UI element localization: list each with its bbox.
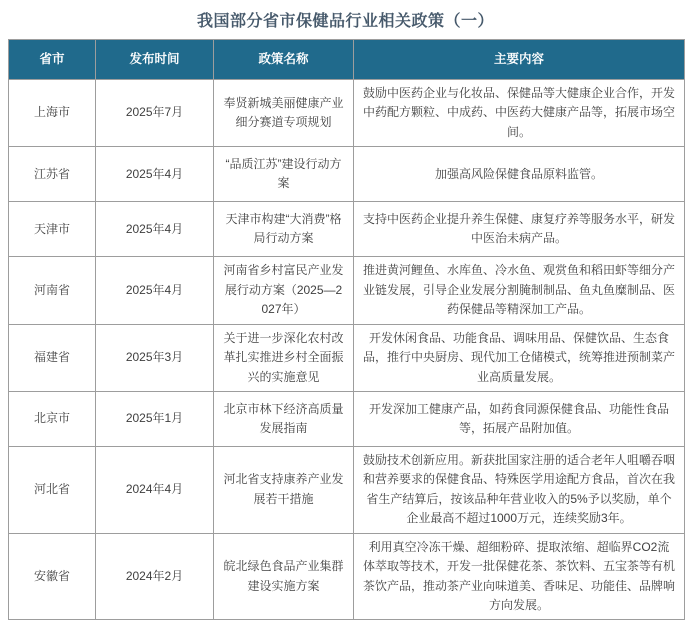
table-row [9, 446, 685, 533]
column-header-province: 省市 [9, 40, 96, 80]
cell-date: 2024年4月 [96, 446, 214, 533]
cell-content: 利用真空冷冻干燥、超细粉碎、提取浓缩、超临界CO2流体萃取等技术，开发一批保健花茶、茶饮料、五宝茶等有机茶饮产品，推动茶产业向味道美、香味足、功能佳、品牌响方向发展。 [354, 533, 685, 620]
cell-province: 河南省 [9, 257, 96, 324]
table-row [9, 202, 685, 257]
page-title: 我国部分省市保健品行业相关政策（一） [196, 13, 494, 30]
cell-date: 2025年1月 [96, 391, 214, 446]
cell-content: 加强高风险保健食品原料监管。 [354, 147, 685, 202]
cell-date: 2024年2月 [96, 533, 214, 620]
cell-content: 支持中医药企业提升养生保健、康复疗养等服务水平，研发中医治未病产品。 [354, 202, 685, 257]
cell-date: 2025年4月 [96, 257, 214, 324]
cell-province: 北京市 [9, 391, 96, 446]
table-row [9, 324, 685, 391]
cell-province: 河北省 [9, 446, 96, 533]
cell-date: 2025年7月 [96, 80, 214, 147]
table-row [9, 257, 685, 324]
cell-content: 鼓励技术创新应用。新获批国家注册的适合老年人咀嚼吞咽和营养要求的保健食品、特殊医学用途配方食品，首次在我省生产结算后，按该品种年营业收入的5%予以奖励，单个企业最高不超过1000万元，连续奖励3年。 [354, 446, 685, 533]
cell-content: 鼓励中医药企业与化妆品、保健品等大健康企业合作，开发中药配方颗粒、中成药、中医药大健康产品等，拓展市场空间。 [354, 80, 685, 147]
cell-content: 开发休闲食品、功能食品、调味用品、保健饮品、生态食品，推行中央厨房、现代加工仓储模式，统筹推进预制菜产业高质量发展。 [354, 324, 685, 391]
column-header-content: 主要内容 [354, 40, 685, 80]
cell-policy: 奉贤新城美丽健康产业细分赛道专项规划 [214, 80, 354, 147]
column-header-date: 发布时间 [96, 40, 214, 80]
cell-policy: 皖北绿色食品产业集群建设实施方案 [214, 533, 354, 620]
cell-date: 2025年4月 [96, 202, 214, 257]
table-header-row [9, 40, 685, 80]
cell-policy: 北京市林下经济高质量发展指南 [214, 391, 354, 446]
policy-table [8, 39, 685, 620]
cell-province: 安徽省 [9, 533, 96, 620]
cell-province: 天津市 [9, 202, 96, 257]
table-row [9, 147, 685, 202]
cell-policy: 天津市构建“大消费”格局行动方案 [214, 202, 354, 257]
cell-province: 上海市 [9, 80, 96, 147]
cell-policy: 关于进一步深化农村改革扎实推进乡村全面振兴的实施意见 [214, 324, 354, 391]
cell-date: 2025年4月 [96, 147, 214, 202]
cell-province: 江苏省 [9, 147, 96, 202]
cell-date: 2025年3月 [96, 324, 214, 391]
table-row [9, 533, 685, 620]
cell-province: 福建省 [9, 324, 96, 391]
table-row [9, 391, 685, 446]
table-row [9, 80, 685, 147]
cell-policy: “品质江苏”建设行动方案 [214, 147, 354, 202]
cell-content: 开发深加工健康产品，如药食同源保健食品、功能性食品等，拓展产品附加值。 [354, 391, 685, 446]
column-header-policy: 政策名称 [214, 40, 354, 80]
cell-content: 推进黄河鲤鱼、水库鱼、冷水鱼、观赏鱼和稻田虾等细分产业链发展，引导企业发展分割腌制制品、鱼丸鱼糜制品、医药保健品等精深加工产品。 [354, 257, 685, 324]
cell-policy: 河北省支持康养产业发展若干措施 [214, 446, 354, 533]
cell-policy: 河南省乡村富民产业发展行动方案（2025—2027年） [214, 257, 354, 324]
